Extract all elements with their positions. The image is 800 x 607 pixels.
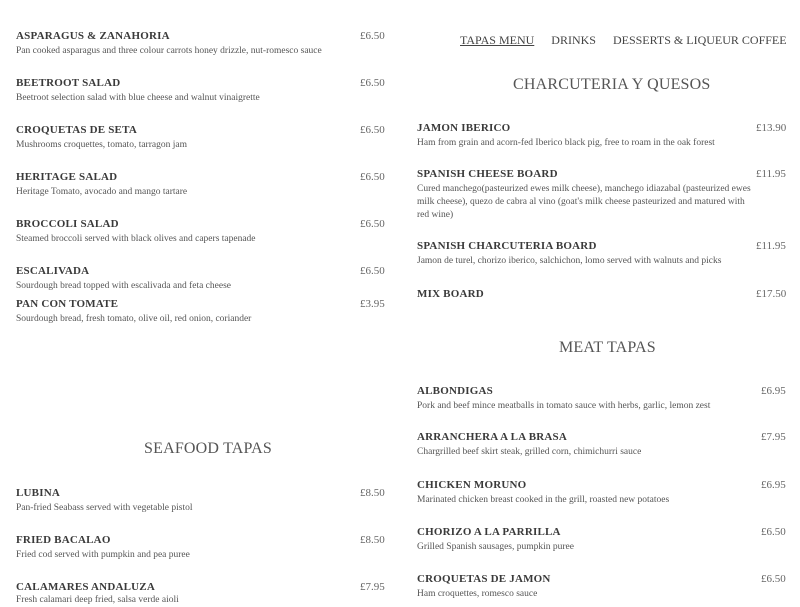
section-title-seafood: SEAFOOD TAPAS — [144, 440, 273, 457]
item-name: ALBONDIGAS — [417, 385, 493, 397]
item-description: Fried cod served with pumpkin and pea puree — [16, 550, 190, 560]
item-price: £6.50 — [360, 171, 385, 183]
item-price: £6.95 — [761, 385, 786, 397]
item-price: £11.95 — [756, 168, 786, 180]
nav-tapas-menu[interactable]: TAPAS MENU — [460, 33, 535, 47]
item-name: MIX BOARD — [417, 288, 484, 300]
item-description: Marinated chicken breast cooked in the grill, roasted new potatoes — [417, 495, 670, 505]
item-description: Fresh calamari deep fried, salsa verde aioli — [16, 595, 179, 605]
item-price: £7.95 — [360, 581, 385, 593]
item-price: £13.90 — [756, 122, 787, 134]
item-name: CROQUETAS DE SETA — [16, 124, 137, 136]
item-description: Chargrilled beef skirt steak, grilled corn, chimichurri sauce — [417, 447, 642, 457]
item-name: JAMON IBERICO — [417, 122, 511, 134]
item-price: £3.95 — [360, 298, 385, 310]
item-description: Ham from grain and acorn-fed Iberico black pig, free to roam in the oak forest — [417, 138, 715, 148]
item-price: £11.95 — [756, 240, 786, 252]
item-description: Heritage Tomato, avocado and mango tartare — [16, 187, 188, 197]
item-price: £6.95 — [761, 479, 786, 491]
item-description: Jamon de turel, chorizo iberico, salchichon, lomo served with walnuts and picks — [417, 256, 722, 266]
section-title-meat: MEAT TAPAS — [559, 339, 656, 356]
nav-desserts[interactable]: DESSERTS & LIQUEUR COFFEE — [612, 33, 787, 47]
item-price: £8.50 — [360, 487, 385, 499]
item-name: SPANISH CHARCUTERIA BOARD — [417, 240, 597, 252]
item-name: FRIED BACALAO — [16, 534, 111, 546]
item-name: CROQUETAS DE JAMON — [417, 573, 551, 585]
item-name: CALAMARES ANDALUZA — [16, 581, 155, 593]
item-price: £8.50 — [360, 534, 385, 546]
item-name: ASPARAGUS & ZANAHORIA — [16, 30, 170, 42]
item-description: Grilled Spanish sausages, pumpkin puree — [417, 542, 574, 552]
item-name: CHORIZO A LA PARRILLA — [417, 526, 561, 538]
section-title-charcuteria: CHARCUTERIA Y QUESOS — [513, 76, 711, 93]
item-name: SPANISH CHEESE BOARD — [417, 168, 558, 180]
item-description: Sourdough bread, fresh tomato, olive oil, red onion, coriander — [16, 314, 252, 324]
item-description: Beetroot selection salad with blue cheese and walnut vinaigrette — [16, 93, 260, 103]
item-description: Mushrooms croquettes, tomato, tarragon jam — [16, 140, 187, 150]
nav-drinks[interactable]: DRINKS — [551, 33, 596, 47]
item-name: CHICKEN MORUNO — [417, 479, 527, 491]
item-description: Pork and beef mince meatballs in tomato sauce with herbs, garlic, lemon zest — [417, 401, 711, 411]
item-name: HERITAGE SALAD — [16, 171, 118, 183]
item-name: BROCCOLI SALAD — [16, 218, 119, 230]
item-name: ESCALIVADA — [16, 265, 90, 277]
item-description: Ham croquettes, romesco sauce — [417, 589, 538, 599]
item-description: Pan cooked asparagus and three colour carrots honey drizzle, nut-romesco sauce — [16, 46, 322, 56]
item-price: £6.50 — [360, 218, 385, 230]
item-price: £6.50 — [360, 77, 385, 89]
item-name: LUBINA — [16, 487, 60, 499]
item-price: £6.50 — [761, 573, 786, 585]
item-description: Pan-fried Seabass served with vegetable pistol — [16, 503, 193, 513]
item-name: ARRANCHERA A LA BRASA — [417, 431, 567, 443]
item-price: £6.50 — [761, 526, 786, 538]
item-name: BEETROOT SALAD — [16, 77, 121, 89]
item-description: Cured manchego(pasteurized ewes milk cheese), manchego idiazabal (pasteurized ewes milk cheese), quezo de cabra al vino (goat's milk cheese pasteurized and matured with red wine) — [417, 184, 751, 220]
menu-nav — [460, 33, 800, 48]
item-price: £6.50 — [360, 30, 385, 42]
item-price: £17.50 — [756, 288, 787, 300]
item-name: PAN CON TOMATE — [16, 298, 119, 310]
item-description: Sourdough bread topped with escalivada and feta cheese — [16, 281, 231, 291]
item-price: £6.50 — [360, 265, 385, 277]
item-price: £7.95 — [761, 431, 786, 443]
item-description: Steamed broccoli served with black olives and capers tapenade — [16, 234, 256, 244]
item-price: £6.50 — [360, 124, 385, 136]
